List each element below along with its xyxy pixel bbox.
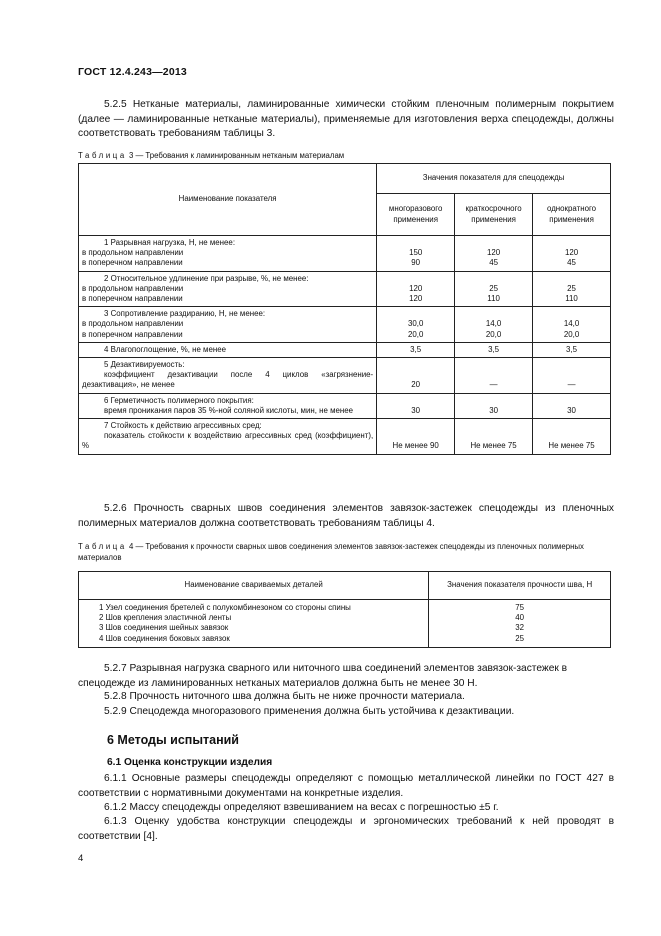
table-3-row-name xyxy=(79,393,377,418)
table-3-value: — xyxy=(489,380,498,390)
table-4-row-value: 75 xyxy=(429,600,611,614)
table-3-row-line: в поперечном направлении xyxy=(82,329,183,339)
table-3-row-name xyxy=(79,236,377,272)
table-3-row xyxy=(79,342,611,357)
table-3-value: 120 xyxy=(486,248,501,258)
table-3-cell-v3 xyxy=(533,393,611,418)
table-3-row-line: в продольном направлении xyxy=(82,319,184,329)
table-3-cell-v1 xyxy=(377,358,455,394)
table-3-value: 20,0 xyxy=(407,329,424,339)
table-3-cell-v2 xyxy=(455,393,533,418)
table-3-row-line: в поперечном направлении xyxy=(82,258,183,268)
table-3-value: 110 xyxy=(565,294,578,304)
table-3-value: 120 xyxy=(409,283,423,293)
table-4-header-value: Значения показателя прочности шва, Н xyxy=(429,572,611,600)
table-3-header-col1: многоразового применения xyxy=(377,194,455,236)
table-4-row-value: 40 xyxy=(429,613,611,623)
table-4-row-value: 32 xyxy=(429,623,611,633)
table-3-cell-v1 xyxy=(377,342,455,357)
section-6-1-heading: 6.1 Оценка конструкции изделия xyxy=(107,757,273,768)
table-3-value: 20 xyxy=(411,380,421,390)
table-3-row xyxy=(79,307,611,343)
table-3-value: Не менее 75 xyxy=(548,441,595,451)
table-3-caption-word: Таблица xyxy=(78,151,127,160)
table-3-value: 110 xyxy=(487,294,500,304)
table-4-body xyxy=(79,600,611,648)
paragraph-5-2-9: 5.2.9 Спецодежда многоразового применения должна быть устойчива к дезактивации. xyxy=(104,706,515,717)
table-3-row xyxy=(79,236,611,272)
table-3 xyxy=(78,163,611,455)
table-3-value: 45 xyxy=(567,258,576,268)
table-3-cell-v1 xyxy=(377,236,455,272)
table-4-caption-word: Таблица xyxy=(78,542,127,551)
table-3-row-line: 5 Дезактивируемость: xyxy=(104,360,185,370)
table-3-row-line: 1 Разрывная нагрузка, Н, не менее: xyxy=(104,238,236,247)
table-3-cell-v3 xyxy=(533,271,611,307)
paragraph-6-1-2: 6.1.2 Массу спецодежды определяют взвешиванием на весах с погрешностью ±5 г. xyxy=(104,802,499,813)
table-3-value: 25 xyxy=(489,283,498,293)
table-3-header-col2: краткосрочного применения xyxy=(455,194,533,236)
table-3-cell-v3 xyxy=(533,358,611,394)
table-3-header-col3: однократного применения xyxy=(533,194,611,236)
table-3-cell-v1 xyxy=(377,419,455,455)
table-3-header-group: Значения показателя для спецодежды xyxy=(377,164,611,194)
table-3-row-line: коэффициент дезактивации после 4 циклов «загрязнение-дезактивация», не менее xyxy=(82,370,374,390)
table-4-caption xyxy=(78,541,614,563)
table-3-row-name xyxy=(79,419,377,455)
table-4-row-value: 25 xyxy=(429,634,611,648)
table-4-row xyxy=(79,623,611,633)
table-3-cell-v2 xyxy=(455,358,533,394)
paragraph-5-2-7: 5.2.7 Разрывная нагрузка сварного или ниточного шва соединений элементов завязок-застежек в спецодежде из ламинированных нетканых материалов должна быть не менее 30 Н. xyxy=(78,663,568,689)
table-4 xyxy=(78,571,611,648)
table-3-row-name xyxy=(79,358,377,394)
table-3-row-name xyxy=(79,342,377,357)
document-header: ГОСТ 12.4.243—2013 xyxy=(78,66,187,78)
table-4-row-name: 3 Шов соединения шейных завязок xyxy=(79,623,429,633)
table-4-row xyxy=(79,634,611,648)
paragraph-5-2-6: 5.2.6 Прочность сварных швов соединения элементов завязок-застежек спецодежды из пленочных полимерных материалов должна соответствовать требованиям таблицы 4. xyxy=(78,503,614,529)
table-3-value: 3,5 xyxy=(410,344,422,354)
table-3-cell-v2 xyxy=(455,307,533,343)
table-3-row-name xyxy=(79,307,377,343)
table-3-cell-v1 xyxy=(377,271,455,307)
table-3-value: 30,0 xyxy=(407,319,424,329)
table-4-row xyxy=(79,600,611,614)
page-number: 4 xyxy=(78,853,84,864)
table-3-row-line: в продольном направлении xyxy=(82,283,184,293)
table-3-cell-v3 xyxy=(533,419,611,455)
table-3-cell-v1 xyxy=(377,307,455,343)
table-3-row xyxy=(79,393,611,418)
table-3-cell-v3 xyxy=(533,307,611,343)
table-3-row-line: 4 Влагопоглощение, %, не менее xyxy=(104,344,226,354)
table-4-row-name: 4 Шов соединения боковых завязок xyxy=(79,634,429,648)
table-3-row-line: показатель стойкости к воздействию агрессивных сред (коэффициент), % xyxy=(82,431,374,451)
table-3-row-line: время проникания паров 35 %-ной соляной кислоты, мин, не менее xyxy=(104,405,354,415)
paragraph-5-2-5: 5.2.5 Нетканые материалы, ламинированные химически стойким пленочным полимерным покрытием (далее — ламинированные нетканые материалы), применяемые для изготовления верха спецодежды, должны соответствовать требованиям таблицы 3. xyxy=(78,99,614,139)
table-3-value: 120 xyxy=(564,248,579,258)
table-3-cell-v2 xyxy=(455,236,533,272)
table-3-cell-v1 xyxy=(377,393,455,418)
table-4-header-name: Наименование свариваемых деталей xyxy=(79,572,429,600)
table-3-row-line: 2 Относительное удлинение при разрыве, %, не менее: xyxy=(104,273,309,283)
paragraph-6-1-1: 6.1.1 Основные размеры спецодежды определяют с помощью металлической линейки по ГОСТ 427 в соответствии с нормативными документами на конкретные изделия. xyxy=(78,773,614,799)
table-3-value: 14,0 xyxy=(485,319,502,329)
table-3-row-line: в поперечном направлении xyxy=(82,294,183,304)
table-3-value: 25 xyxy=(567,283,576,293)
table-3-cell-v2 xyxy=(455,271,533,307)
table-3-value: 3,5 xyxy=(566,344,578,354)
table-3-value: 120 xyxy=(409,294,423,304)
table-3-cell-v3 xyxy=(533,236,611,272)
table-3-value: 30 xyxy=(489,405,498,415)
table-3-row xyxy=(79,358,611,394)
table-3-value: 20,0 xyxy=(485,329,502,339)
section-6-heading: 6 Методы испытаний xyxy=(107,733,239,747)
table-3-caption xyxy=(78,150,614,161)
table-3-cell-v2 xyxy=(455,419,533,455)
table-3-header-name: Наименование показателя xyxy=(79,164,377,236)
table-3-body xyxy=(79,236,611,455)
table-3-value: 14,0 xyxy=(563,319,580,329)
table-3-value: 150 xyxy=(409,248,423,258)
table-3-value: 20,0 xyxy=(563,329,580,339)
table-3-row-line: 6 Герметичность полимерного покрытия: xyxy=(104,395,254,405)
table-3-row-line: 3 Сопротивление раздиранию, Н, не менее: xyxy=(104,309,266,319)
paragraph-6-1-3: 6.1.3 Оценку удобства конструкции спецодежды и эргономических требований к ней проводят в соответствии [4]. xyxy=(78,816,614,842)
table-3-value: — xyxy=(567,380,576,390)
table-4-row-name: 1 Узел соединения бретелей с полукомбинезоном со стороны спины xyxy=(79,600,429,614)
table-3-row-name xyxy=(79,271,377,307)
table-3-row-line: в продольном направлении xyxy=(82,248,184,258)
table-3-caption-text: 3 — Требования к ламинированным нетканым материалам xyxy=(128,151,345,160)
table-3-value: 3,5 xyxy=(488,344,500,354)
table-3-cell-v3 xyxy=(533,342,611,357)
table-4-row-name: 2 Шов крепления эластичной ленты xyxy=(79,613,429,623)
paragraph-5-2-8: 5.2.8 Прочность ниточного шва должна быть не ниже прочности материала. xyxy=(104,691,465,702)
table-3-value: 30 xyxy=(411,405,421,415)
table-3-row xyxy=(79,271,611,307)
table-3-value: 90 xyxy=(411,258,421,268)
table-3-row xyxy=(79,419,611,455)
table-3-value: Не менее 75 xyxy=(470,441,517,451)
table-4-row xyxy=(79,613,611,623)
table-3-row-line: 7 Стойкость к действию агрессивных сред: xyxy=(104,421,262,431)
table-3-value: Не менее 90 xyxy=(392,441,439,451)
table-3-value: 30 xyxy=(567,405,576,415)
table-4-caption-text: 4 — Требования к прочности сварных швов соединения элементов завязок-застежек спецодежды из пленочных полимерных материалов xyxy=(78,542,584,562)
table-3-cell-v2 xyxy=(455,342,533,357)
table-3-value: 45 xyxy=(489,258,498,268)
